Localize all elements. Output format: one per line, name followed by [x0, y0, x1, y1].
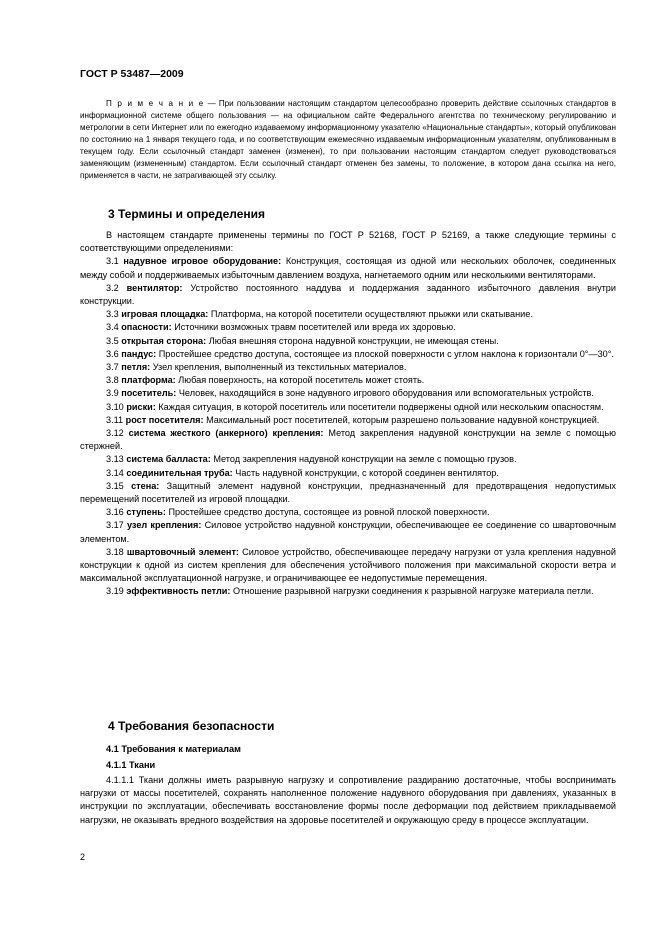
term-definition	[80, 361, 616, 374]
term-text: Часть надувной конструкции, с которой соединен вентилятор.	[235, 467, 499, 478]
section-3-heading: 3 Термины и определения	[108, 207, 266, 221]
term-definition	[80, 506, 616, 519]
section-4-body	[80, 774, 616, 827]
term-name: пандус:	[121, 348, 157, 359]
term-definition	[80, 453, 616, 466]
term-text: Защитный элемент надувной конструкции, предназначенный для предотвращения недопустимых перемещений посетителей из игровой площадки.	[80, 480, 616, 505]
term-definition	[80, 255, 616, 281]
term-text: Любая внешняя сторона надувной конструкции, не имеющая стены.	[208, 335, 499, 346]
term-name: надувное игровое оборудование:	[123, 256, 282, 267]
term-number: 3.5	[106, 335, 119, 346]
term-definition	[80, 335, 616, 348]
term-text: Отношение разрывной нагрузки соединения к разрывной нагрузке материала петли.	[233, 586, 594, 597]
term-text: Силовое устройство, обеспечивающее передачу нагрузки от узла крепления надувной конструкции к одной из систем крепления для обеспечения устойчивого положения при максимальной скорости ветра и максимальной эксплуатационной нагрузке, и ограничивающее ее недопустимые перемещения.	[80, 546, 616, 584]
paragraph-4-1-1-1: 4.1.1.1 Ткани должны иметь разрывную нагрузку и сопротивление раздиранию достаточные, чтобы воспринимать нагрузки от массы посетителей, сохранять наполненное положение надувного оборудования при давлениях, указанных в инструкции по эксплуатации, обеспечивать восстановление формы после деформации под действием прикладываемой нагрузки, не оказывать вредного воздействия на здоровье посетителей и окружающую среду в процессе эксплуатации.	[80, 775, 616, 825]
term-text: Простейшее средство доступа, состоящее из плоской поверхности с углом наклона к горизонтали 0°—30°.	[158, 348, 614, 359]
term-definition	[80, 467, 616, 480]
term-definition	[80, 374, 616, 387]
term-number: 3.18	[106, 546, 124, 557]
term-text: Источники возможных травм посетителей или вреда их здоровью.	[174, 322, 456, 333]
term-definition	[80, 321, 616, 334]
term-text: Максимальный рост посетителей, которым разрешено пользование надувной конструкцией.	[206, 414, 600, 425]
term-name: открытая сторона:	[121, 335, 207, 346]
term-number: 3.8	[106, 375, 119, 386]
term-text: Устройство постоянного наддува и поддержания заданного избыточного давления внутри конструкции.	[80, 282, 616, 307]
term-name: платформа:	[121, 375, 176, 386]
term-text: Платформа, на которой посетители осуществляют прыжки или скатывание.	[210, 309, 533, 320]
term-number: 3.19	[106, 586, 124, 597]
term-text: Каждая ситуация, в которой посетитель или посетители подвержены одной или нескольким опасностям.	[158, 401, 604, 412]
page-number: 2	[80, 852, 86, 862]
document-header: ГОСТ Р 53487—2009	[80, 68, 184, 80]
term-text: Метод закрепления надувной конструкции на земле с помощью грузов.	[213, 454, 517, 465]
term-number: 3.1	[106, 256, 119, 267]
section-3-intro: В настоящем стандарте применены термины по ГОСТ Р 52168, ГОСТ Р 52169, а также следующие термины с соответствующими определениями:	[80, 230, 616, 254]
term-name: игровая площадка:	[121, 309, 209, 320]
term-name: соединительная труба:	[126, 467, 233, 478]
term-definition	[80, 401, 616, 414]
subsection-4-1-heading: 4.1 Требования к материалам	[106, 744, 241, 754]
term-name: рост посетителя:	[125, 414, 204, 425]
term-text: Любая поверхность, на которой посетитель может стоять.	[178, 375, 425, 386]
term-name: система жесткого (анкерного) крепления:	[128, 428, 324, 439]
term-name: вентилятор:	[126, 282, 183, 293]
term-number: 3.17	[106, 520, 124, 531]
section-4-heading: 4 Требования безопасности	[108, 719, 275, 733]
term-definition	[80, 427, 616, 453]
term-number: 3.14	[106, 467, 124, 478]
term-name: швартовочный элемент:	[126, 546, 239, 557]
term-name: система балласта:	[126, 454, 211, 465]
term-number: 3.7	[106, 362, 119, 373]
term-number: 3.11	[106, 414, 124, 425]
term-name: петля:	[121, 362, 151, 373]
reference-note	[80, 98, 616, 182]
section-3-body	[80, 229, 616, 599]
term-number: 3.6	[106, 348, 119, 359]
term-number: 3.3	[106, 309, 119, 320]
term-definition	[80, 480, 616, 506]
term-list	[80, 255, 616, 598]
term-name: опасности:	[121, 322, 172, 333]
term-number: 3.4	[106, 322, 119, 333]
term-definition	[80, 308, 616, 321]
term-number: 3.10	[106, 401, 124, 412]
term-name: посетитель:	[121, 388, 177, 399]
term-text: Конструкция, состоящая из одной или нескольких оболочек, соединенных между собой и поддерживаемых избыточным давлением воздуха, нагнетаемого одним или несколькими вентиляторами.	[80, 256, 616, 280]
term-definition	[80, 414, 616, 427]
term-definition	[80, 348, 616, 361]
term-number: 3.9	[106, 388, 119, 399]
term-definition	[80, 282, 616, 308]
term-number: 3.13	[106, 454, 124, 465]
term-number: 3.2	[106, 282, 119, 293]
term-name: риски:	[126, 401, 156, 412]
term-text: Узел крепления, выполненный из текстильных материалов.	[152, 362, 407, 373]
note-text: — При пользовании настоящим стандартом целесообразно проверить действие ссылочных стандартов в информационной системе общего пользования — на официальном сайте Федерального агентства по техническому регулированию и метрологии в сети Интернет или по ежегодно издаваемому информационному указателю «Национальные стандарты», который опубликован по состоянию на 1 января текущего года, и по соответствующим ежемесячно издаваемым информационным указателям, опубликованным в текущем году. Если ссылочный стандарт заменен (изменен), то при пользовании настоящим стандартом следует руководствоваться заменяющим (измененным) стандартом. Если ссылочный стандарт отменен без замены, то положение, в котором дана ссылка на него, применяется в части, не затрагивающей эту ссылку.	[80, 99, 616, 180]
term-number: 3.16	[106, 507, 124, 518]
term-name: ступень:	[126, 507, 166, 518]
term-definition	[80, 387, 616, 400]
term-text: Человек, находящийся в зоне надувного игрового оборудования или вспомогательных устройств.	[178, 388, 594, 399]
term-definition	[80, 546, 616, 586]
term-definition	[80, 585, 616, 598]
term-name: узел крепления:	[126, 520, 202, 531]
note-label: П р и м е ч а н и е	[106, 99, 205, 108]
term-text: Силовое устройство надувной конструкции, обеспечивающее ее соединение со швартовочным элементом.	[80, 520, 616, 544]
subsection-4-1-1-heading: 4.1.1 Ткани	[106, 760, 156, 770]
term-name: стена:	[131, 480, 160, 491]
term-name: эффективность петли:	[126, 586, 231, 597]
term-definition	[80, 519, 616, 545]
term-text: Простейшее средство доступа, состоящее из ровной плоской поверхности.	[168, 507, 490, 518]
term-number: 3.12	[106, 428, 124, 439]
term-text: Метод закрепления надувной конструкции на земле с помощью стержней.	[80, 428, 617, 452]
term-number: 3.15	[106, 480, 124, 491]
